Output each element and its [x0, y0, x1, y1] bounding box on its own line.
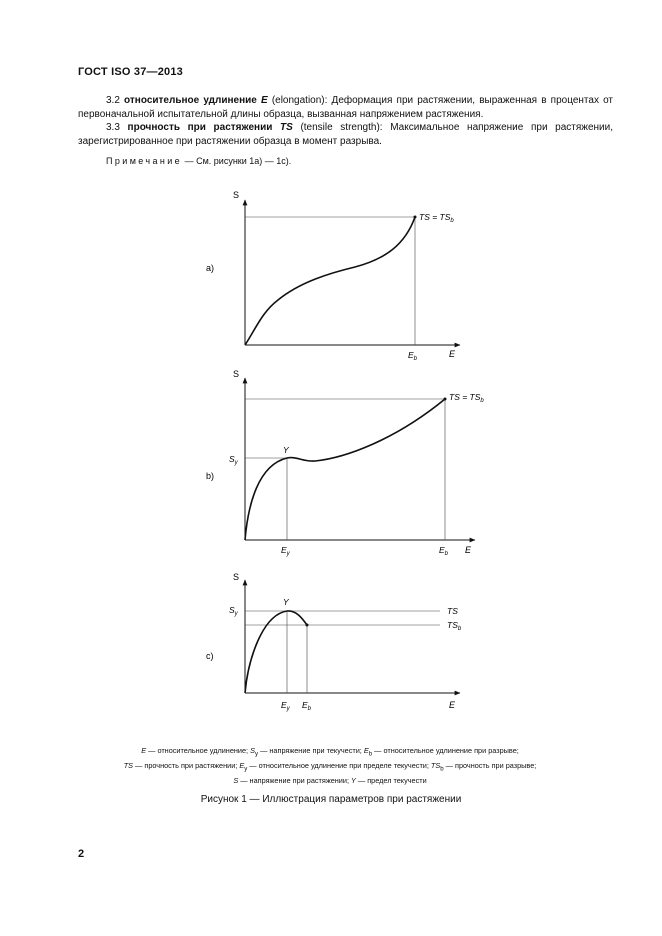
- note-label: Примечание: [106, 156, 183, 166]
- ts-label: TS: [447, 606, 458, 616]
- yield-point-label: Y: [283, 445, 289, 455]
- legend-line: [70, 760, 590, 775]
- legend-desc: — прочность при разрыве;: [443, 760, 537, 770]
- legend-desc: — напряжение при растяжении;: [238, 775, 351, 785]
- note-text: — См. рисунки 1а) — 1с).: [184, 156, 292, 166]
- panel-label: c): [206, 651, 214, 661]
- x-mark-eb: $E_b$: [302, 700, 312, 712]
- panel-b: [206, 369, 484, 557]
- panel-label: b): [206, 471, 215, 481]
- x-axis-label: E: [449, 349, 456, 359]
- panel-a: [206, 190, 460, 362]
- document-header: ГОСТ ISO 37—2013: [78, 66, 184, 78]
- legend-desc: — прочность при растяжении;: [133, 760, 240, 770]
- legend-symbol: TS: [430, 760, 441, 770]
- break-point-label: TS = $TS_b$: [449, 392, 484, 404]
- legend-sub: b: [440, 765, 444, 773]
- legend-symbol: E: [363, 746, 369, 755]
- x-mark-ey: $E_y$: [281, 700, 290, 712]
- stress-strain-curve: [245, 217, 415, 345]
- legend-symbol: Y: [351, 775, 356, 785]
- definition-symbol: TS: [280, 122, 293, 133]
- y-mark-sy: $S_y$: [229, 605, 238, 617]
- definition-english: (elongation):: [271, 95, 328, 106]
- break-point: [414, 216, 417, 219]
- legend-desc: — напряжение при текучести;: [258, 746, 364, 755]
- legend-line: [70, 775, 590, 787]
- definition-number: 3.3: [106, 122, 120, 133]
- definition-symbol: E: [261, 95, 268, 106]
- panel-c: [206, 572, 462, 712]
- legend-desc: — предел текучести: [355, 775, 427, 785]
- figure-caption: Рисунок 1 — Иллюстрация параметров при растяжении: [200, 794, 462, 805]
- legend-symbol: E: [239, 760, 245, 770]
- tsb-label: $TS_b$: [447, 620, 462, 632]
- x-mark-ey: $E_y$: [281, 545, 290, 557]
- stress-strain-curve: [245, 611, 307, 693]
- definition-text: Максимальное напряжение при растяжении, зарегистрированное при растяжении образца в момент разрыва.: [78, 122, 614, 147]
- legend-symbol: E: [141, 746, 147, 755]
- x-axis-label: E: [465, 545, 472, 555]
- legend-sub: y: [255, 750, 259, 758]
- break-point-label: TS = $TS_b$: [419, 212, 454, 224]
- definition-term: относительное удлинение: [124, 95, 257, 106]
- figure-legend: [70, 745, 590, 786]
- y-axis-label: S: [233, 572, 240, 582]
- x-axis-label: E: [449, 700, 456, 710]
- break-point: [306, 624, 309, 627]
- definition-text: Деформация при растяжении, выраженная в процентах от первоначальной испытательной длины образца, вызванная напряжением растяжения.: [78, 95, 614, 120]
- legend-symbol: S: [233, 775, 239, 785]
- x-mark-eb: $E_b$: [439, 545, 449, 557]
- break-point: [444, 398, 447, 401]
- legend-line: [70, 745, 590, 760]
- stress-strain-curve: [245, 399, 445, 540]
- definition-number: 3.2: [106, 95, 120, 106]
- panel-label: a): [206, 263, 215, 273]
- y-mark-sy: $S_y$: [229, 454, 238, 466]
- legend-sub: y: [244, 765, 248, 773]
- legend-symbol: S: [250, 746, 255, 755]
- legend-desc: — относительное удлинение при пределе текучести;: [247, 760, 431, 770]
- legend-symbol: TS: [123, 760, 134, 770]
- yield-point-label: Y: [283, 597, 289, 607]
- legend-desc: — относительное удлинение при разрыве;: [372, 746, 519, 755]
- definition-term: прочность при растяжении: [127, 122, 273, 133]
- x-mark-eb: $E_b$: [408, 350, 418, 362]
- definition-english: (tensile strength):: [300, 122, 383, 133]
- y-axis-label: S: [233, 369, 240, 379]
- legend-desc: — относительное удлинение;: [146, 746, 251, 755]
- legend-sub: b: [368, 750, 373, 758]
- y-axis-label: S: [233, 190, 240, 200]
- page-number: 2: [78, 848, 85, 860]
